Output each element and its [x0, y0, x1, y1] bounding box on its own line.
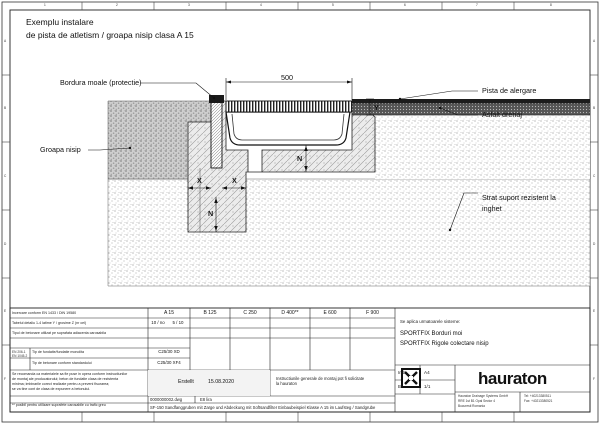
asphalt-drain	[352, 103, 590, 115]
drawing-title-line1: Exemplu instalare	[26, 17, 94, 27]
description-line: SF-150 Sandfanggruben mit Zarge und Abdeckung mit Softsandfilter Einbaubeispiel Klasse A 15 im Laufsteg / Sandgrube	[150, 405, 376, 410]
dimension-n-upper: N	[297, 154, 303, 163]
product-item: SPORTFIX Rigole colectare nisip	[400, 341, 489, 347]
label-pista: Pista de alergare	[482, 86, 537, 95]
sheet-value: 1/1	[424, 384, 431, 389]
label-groapa: Groapa nisip	[40, 145, 81, 154]
row-concrete-type: Tipul de betonare utilizat pe suprafata adiacenta carosabila	[12, 331, 106, 335]
products-header: Se aplica urmatoarele sisteme:	[400, 319, 461, 324]
zone-number: 3	[188, 3, 190, 7]
right-subgrade	[375, 115, 590, 179]
class-c250: C 250	[243, 310, 257, 316]
norm-code-b: EN 1045-2	[12, 354, 28, 358]
zone-number: 6	[404, 3, 406, 7]
zone-number: 4	[260, 3, 262, 7]
install-guide-note: Instructiunile generale de montaj pot fi solicitate la hauraton	[276, 376, 365, 387]
norm-code-a: EN 206-1	[12, 350, 26, 354]
zone-letter: D	[593, 242, 596, 246]
creation-date: 15.08.2020	[208, 379, 234, 385]
row-concrete-standard: Tip de betonare conform standardului	[32, 361, 92, 365]
value-concrete-1: C25/30 XD	[158, 349, 180, 354]
row-foundation-type: Tip de fundatie/fundatie monolita	[32, 350, 85, 354]
zone-number: 5	[332, 3, 334, 7]
row-table-detail: Tabelul detaliu 1-4 latime Y / grosime Z (nr cel)	[12, 321, 87, 325]
note-line: Se recomanda ca materialele sa fie puse in opera conform instructiunilor	[12, 372, 128, 376]
creator-label: Erstellt	[178, 379, 194, 385]
zone-letter: F	[593, 377, 595, 381]
drawing-title-line2: de pista de atletism / groapa nisip clasa A 15	[26, 30, 194, 40]
company-line: RRE 1st B1 Opal Sector 4	[458, 399, 496, 403]
label-asfalt: Asfalt drenaj	[482, 110, 522, 119]
label-strat-1: Strat suport rezistent la	[482, 193, 556, 202]
zone-letter: D	[4, 242, 7, 246]
note-line: de montaj ale producatorului; beton de fundatie clasa de rezistenta	[12, 377, 119, 381]
dimension-n-lower: N	[208, 209, 214, 218]
product-item: SPORTFIX Borduri moi	[400, 331, 463, 337]
note-line: minima; imbinarile corect realizate pentru a preveni fisurarea;	[12, 382, 110, 386]
row-test-standard: Incercare conform EN 1433 / DIN 19580	[12, 311, 77, 315]
zone-number: 7	[476, 3, 478, 7]
footnote: ** posibil pentru utilizare suprafete carosabile cu trafic greu	[12, 403, 106, 407]
zone-number: 8	[550, 3, 552, 7]
zone-letter: B	[4, 106, 7, 110]
format-value: A4	[424, 370, 430, 375]
label-bordura: Bordura moale (protectie)	[60, 78, 142, 87]
zone-number: 2	[116, 3, 118, 7]
soft-kerb	[211, 96, 222, 168]
running-track	[352, 99, 590, 103]
value-concrete-2: C25/30 XF4	[157, 360, 181, 365]
zone-letter: A	[593, 39, 596, 43]
dimension-x-left: X	[197, 176, 202, 185]
note-line: se va tine cont de clasa de expunere a betonului.	[12, 387, 91, 391]
company-line: Bucuresti Romania	[458, 404, 485, 408]
class-b125: B 125	[203, 310, 217, 316]
zone-letter: C	[593, 174, 596, 178]
zone-letter: E	[593, 309, 596, 313]
dimension-y: Y	[374, 103, 379, 112]
dimension-x-right: X	[232, 176, 237, 185]
hauraton-wordmark: hauraton	[478, 369, 547, 388]
zone-number: 1	[44, 3, 46, 7]
grate	[226, 101, 352, 112]
fax: Fax: +40213380521	[524, 399, 553, 403]
class-a15: A 15	[163, 310, 174, 316]
sheet-label: Bl	[398, 384, 402, 389]
value-fund: 10 / no	[151, 320, 165, 325]
dimension-width: 500	[281, 73, 293, 82]
value-fund2: 5 / 10	[172, 320, 184, 325]
company-line: Hauraton Drainage Systems GmbH	[458, 394, 509, 398]
zone-letter: C	[4, 174, 7, 178]
label-strat-2: inghet	[482, 204, 502, 213]
zone-letter: F	[4, 377, 6, 381]
zone-letter: B	[593, 106, 596, 110]
class-d400: D 400**	[281, 310, 299, 316]
class-f900: F 900	[366, 310, 379, 316]
phone: Tel: +40213380511	[524, 394, 551, 398]
class-e600: E 600	[323, 310, 337, 316]
scale: E8 lira	[200, 397, 212, 402]
zone-letter: A	[4, 39, 7, 43]
zone-letter: E	[4, 309, 7, 313]
dwg-file: 0000000002.dwg	[150, 397, 183, 402]
format-label: Imb	[398, 370, 406, 375]
